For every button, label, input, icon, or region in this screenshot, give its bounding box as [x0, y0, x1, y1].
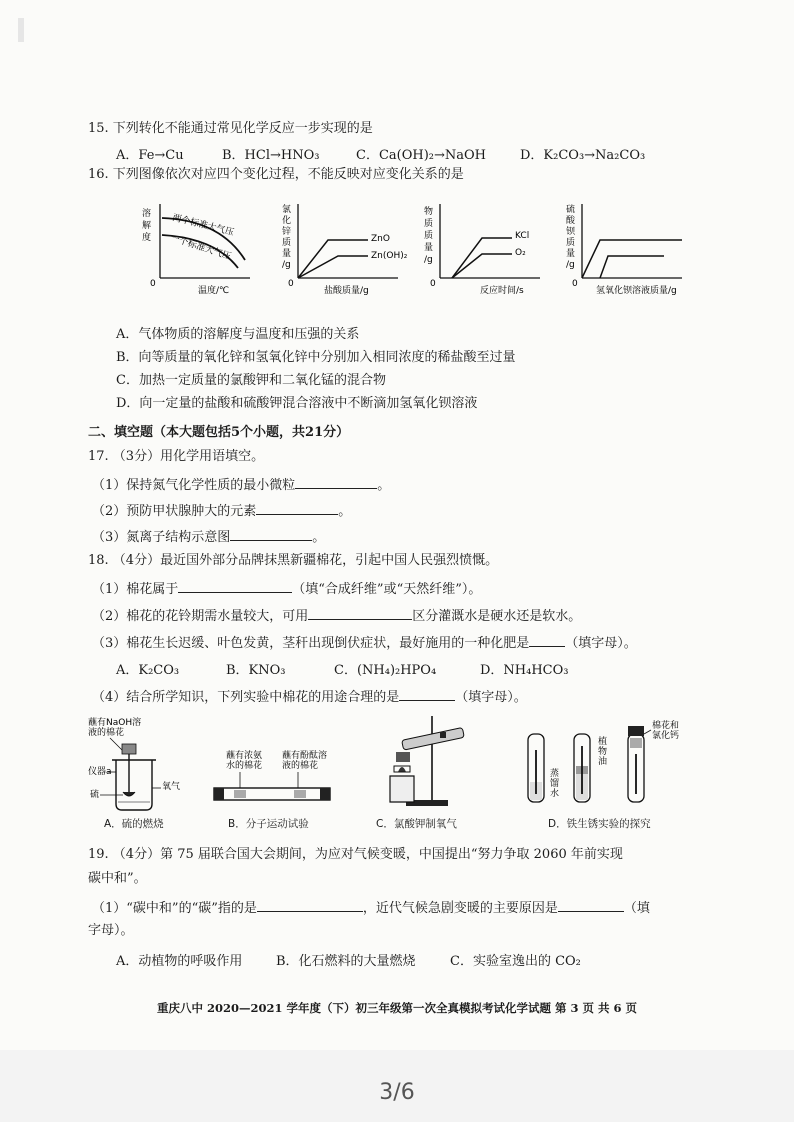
alcohol-lamp: [390, 776, 414, 802]
ylabel-char: 溶: [142, 209, 152, 219]
figure-iron-rust: [520, 720, 690, 818]
glass-tube: [214, 788, 330, 800]
q15-option-a: A．Fe→Cu: [116, 148, 184, 163]
answer-blank[interactable]: [308, 605, 412, 620]
lamp-flame: [398, 767, 406, 772]
origin-label: 0: [150, 279, 156, 289]
tube-3-stopper: [628, 726, 644, 736]
q16-option-d: D．向一定量的盐酸和硫酸钾混合溶液中不断滴加氢氧化钡溶液: [116, 396, 478, 411]
item-text: （填: [623, 901, 650, 916]
q16-stem: 16. 下列图像依次对应四个变化过程，不能反映对应变化关系的是: [88, 167, 464, 182]
curve-label: ZnO: [371, 234, 390, 244]
chart-c-xlabel: 反应时间/s: [480, 286, 524, 296]
item-text: （1）棉花属于: [92, 582, 179, 597]
gas-jar: [116, 760, 152, 810]
item-text: （1）“碳中和”的“碳”指的是: [92, 901, 257, 916]
test-tube: [402, 727, 465, 750]
q19-option-c: C．实验室逸出的 CO₂: [450, 954, 581, 969]
cotton-ammonia: [234, 790, 246, 798]
fig-label: 硫: [90, 790, 100, 800]
chart-d-xlabel: 氢氧化钡溶液质量/g: [596, 286, 677, 296]
q15-option-c: C．Ca(OH)₂→NaOH: [356, 148, 487, 163]
q19-item-1-cont: 字母）。: [88, 923, 134, 938]
page-footer: 重庆八中 2020—2021 学年度（下）初三年级第一次全真模拟考试化学试题 第 3 页 共 6 页: [156, 1001, 638, 1015]
fig-label: 蘸有NaOH溶: [88, 718, 142, 728]
section-heading: 二、填空题（本大题包括5个小题，共21分）: [88, 425, 350, 440]
q16-option-b: B．向等质量的氧化锌和氢氧化锌中分别加入相同浓度的稀盐酸至过量: [116, 350, 516, 365]
item-text: （填字母）。: [565, 636, 637, 651]
ylabel-char: 质: [282, 238, 292, 248]
figure-sulfur-combustion: [86, 716, 196, 820]
chart-zinc-chloride: [280, 200, 420, 304]
q18-item-2: [92, 605, 581, 626]
pointer-line: [644, 730, 651, 734]
q18-item-3: [92, 632, 637, 653]
ylabel-char: 物: [424, 207, 434, 217]
fig-label: 氯化钙: [652, 731, 680, 741]
ylabel-char: 解: [142, 221, 152, 231]
answer-blank[interactable]: [558, 897, 624, 912]
answer-blank[interactable]: [178, 578, 292, 593]
line-lower: [600, 256, 664, 278]
fig-label: 蘸有浓氨: [226, 751, 263, 761]
stopper: [440, 732, 446, 738]
line-upper: [582, 240, 682, 278]
answer-blank[interactable]: [529, 632, 565, 647]
item-text: （3）棉花生长迟缓、叶色发黄，茎秆出现倒伏症状，最好施用的一种化肥是: [92, 636, 530, 651]
fig-label: 水: [550, 789, 560, 799]
figure-caption-c: C．氯酸钾制氧气: [376, 818, 457, 830]
q17-item-1: [92, 474, 390, 495]
line-znoh2: [298, 256, 368, 278]
ylabel-char: 氯: [282, 205, 292, 215]
cotton-plug: [122, 744, 136, 754]
curve-label: O₂: [515, 248, 526, 258]
item-text: （填“合成纤维”或“天然纤维”）。: [292, 582, 482, 597]
item-text: （2）预防甲状腺肿大的元素: [92, 504, 257, 519]
ylabel-char: 硫: [566, 205, 576, 215]
figure-caption-a: A．硫的燃烧: [104, 818, 164, 830]
origin-label: 0: [430, 279, 436, 289]
ylabel-char: 质: [566, 238, 576, 248]
figure-caption-d: D．铁生锈实验的探究: [548, 818, 651, 830]
fig-label: 棉花和: [652, 721, 680, 731]
curve-label: 两个标准大气压: [171, 213, 235, 239]
ylabel-char: 锌: [282, 227, 292, 237]
q15-option-d: D．K₂CO₃→Na₂CO₃: [520, 148, 646, 163]
ylabel-char: /g: [566, 260, 575, 270]
ylabel-char: 量: [566, 249, 576, 259]
q19-option-b: B．化石燃料的大量燃烧: [276, 954, 416, 969]
chart-solubility: [140, 200, 280, 304]
fig-label: 蒸: [550, 769, 560, 779]
item-text: 。: [338, 504, 352, 519]
item-text: （3）氮离子结构示意图: [92, 530, 231, 545]
q18-stem: 18. （4分）最近国外部分品牌抹黑新疆棉花，引起中国人民强烈愤慨。: [88, 553, 499, 568]
ylabel-char: 钡: [566, 227, 576, 237]
curve-label: 一个标准大气压: [169, 233, 233, 263]
fig-label: 油: [598, 757, 608, 767]
q18-option-b: B．KNO₃: [226, 663, 286, 678]
fig-label: 液的棉花: [282, 761, 319, 771]
q16-option-a: A．气体物质的溶解度与温度和压强的关系: [116, 327, 360, 342]
fig-label: 植: [598, 737, 608, 747]
figure-caption-b: B．分子运动试验: [228, 818, 309, 830]
answer-blank[interactable]: [256, 500, 338, 515]
stopper-right: [320, 788, 330, 800]
scan-mark: [18, 18, 24, 42]
fig-label: 液的棉花: [88, 728, 125, 738]
fig-label: 氧气: [162, 782, 181, 792]
stopper-left: [214, 788, 224, 800]
chart-a-xlabel: 温度/℃: [198, 286, 230, 296]
fig-label: 物: [598, 747, 608, 757]
clamp: [396, 752, 410, 762]
q19-stem-line2: 碳中和”。: [88, 871, 147, 886]
curve-label: KCl: [515, 231, 530, 241]
chart-b-xlabel: 盐酸质量/g: [324, 286, 369, 296]
ylabel-char: 化: [282, 216, 292, 226]
q18-item-1: [92, 578, 481, 599]
item-text: （2）棉花的花铃期需水量较大，可用: [92, 609, 309, 624]
answer-blank[interactable]: [257, 897, 363, 912]
figure-molecular-motion: [210, 750, 340, 814]
q17-item-2: [92, 500, 351, 521]
ylabel-char: /g: [424, 255, 433, 265]
q17-stem: 17. （3分）用化学用语填空。: [88, 449, 265, 464]
item-text: （1）保持氮气化学性质的最小微粒: [92, 478, 296, 493]
item-text: 。: [377, 478, 391, 493]
cotton-phenolphthalein: [294, 790, 306, 798]
chart-barium-sulfate: [564, 200, 714, 304]
chart-a-ylabel: [142, 207, 151, 243]
q18-item-4: [92, 686, 527, 707]
cotton-cacl2: [630, 738, 642, 748]
item-text: （填字母）。: [455, 690, 527, 705]
q17-item-3: [92, 526, 325, 547]
item-text: ，近代气候急剧变暖的主要原因是: [362, 901, 558, 916]
ylabel-char: 量: [424, 243, 434, 253]
item-text: 区分灌溉水是硬水还是软水。: [412, 609, 582, 624]
q15-option-b: B．HCl→HNO₃: [222, 148, 320, 163]
ylabel-char: 质: [424, 231, 434, 241]
q19-item-1: [92, 897, 650, 918]
combustion-spoon: [123, 792, 135, 796]
fig-label: 馏: [550, 779, 560, 789]
q18-option-c: C．(NH₄)₂HPO₄: [334, 663, 437, 678]
answer-blank[interactable]: [399, 686, 455, 701]
line-kcl: [452, 238, 512, 278]
ylabel-char: /g: [282, 260, 291, 270]
q18-option-d: D．NH₄HCO₃: [480, 663, 569, 678]
item-text: 。: [312, 530, 326, 545]
figure-oxygen-preparation: [376, 712, 476, 816]
item-text: （4）结合所学知识，下列实验中棉花的用途合理的是: [92, 690, 400, 705]
ylabel-char: 酸: [566, 216, 576, 226]
fig-label: 水的棉花: [226, 761, 263, 771]
curve-label: Zn(OH)₂: [371, 251, 408, 261]
q15-stem: 15. 下列转化不能通过常见化学反应一步实现的是: [88, 121, 373, 136]
q19-option-a: A．动植物的呼吸作用: [116, 954, 243, 969]
q19-stem-line1: 19. （4分）第 75 届联合国大会期间，为应对气候变暖，中国提出“努力争取 2060 年前实现: [88, 847, 623, 862]
chart-potassium-chlorate: [422, 200, 562, 304]
ylabel-char: 度: [142, 233, 152, 243]
origin-label: 0: [288, 279, 294, 289]
q18-option-a: A．K₂CO₃: [116, 663, 180, 678]
answer-blank[interactable]: [230, 526, 312, 541]
origin-label: 0: [572, 279, 578, 289]
answer-blank[interactable]: [295, 474, 377, 489]
fig-label: 仪器a: [88, 767, 112, 777]
ylabel-char: 量: [282, 249, 292, 259]
ylabel-char: 质: [424, 219, 434, 229]
page-indicator: 3/6: [379, 1080, 415, 1105]
fig-label: 蘸有酚酞溶: [282, 751, 328, 761]
q16-option-c: C．加热一定质量的氯酸钾和二氧化锰的混合物: [116, 373, 386, 388]
